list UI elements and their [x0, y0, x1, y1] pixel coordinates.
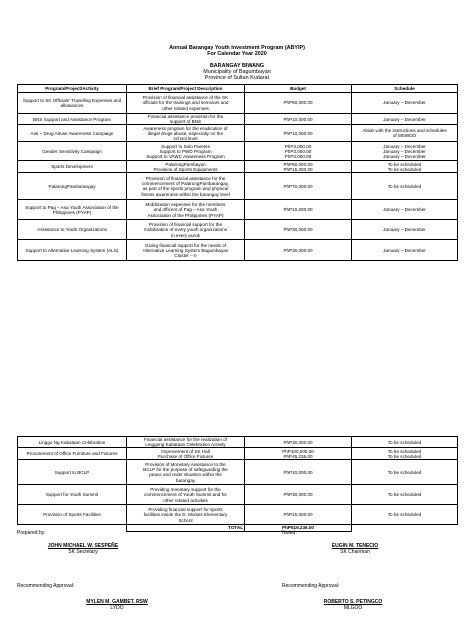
description-cell: [127, 220, 245, 240]
description-cell-line: Linggong Kabataan Celebration Activity: [145, 442, 226, 448]
recommending-approval-name-2: ROBERTO S. PETINGCO: [323, 599, 383, 605]
description-cell-line: School: [178, 517, 193, 523]
schedule-cell: [352, 448, 458, 460]
schedule-cell-line: January – December: [383, 247, 426, 253]
budget-cell-line: PhP100,000.00: [282, 448, 314, 454]
recommending-approval-label-1: Recommending Approval:: [17, 583, 75, 589]
schedule-cell-line: To be scheduled: [387, 161, 422, 167]
schedule-cell-line: of MSWDO: [392, 133, 417, 139]
recommending-approval-label-2: Recommending Approval:: [282, 583, 340, 589]
description-cell-line: Providing monetary support for the: [150, 487, 221, 493]
schedule-cell: [352, 437, 458, 448]
description-cell: [127, 240, 245, 261]
schedule-cell-line: Abide with the instructions and schedules: [362, 128, 447, 134]
schedule-cell-line: To be scheduled: [387, 453, 422, 459]
recommending-approval-title-2: MLGOO: [343, 605, 363, 611]
description-cell-line: school level: [173, 136, 198, 141]
description-cell-line: Improvement of SK Hall: [161, 448, 210, 454]
description-cell: [127, 460, 245, 485]
noted-block: [300, 543, 410, 555]
program-cell: BNS Support and Assistance Program: [18, 114, 127, 125]
program-cell: PalarongPambarangay: [18, 173, 127, 200]
budget-cell: [245, 220, 352, 240]
description-cell-line: other related expenses: [162, 105, 209, 111]
total-amount: PhP519,236.00: [245, 525, 352, 531]
schedule-cell-line: January – December: [383, 100, 426, 106]
noted-title: SK Chairman: [340, 549, 370, 555]
program-cell: Support for Youth Summit: [18, 485, 127, 505]
table-row: [18, 437, 458, 448]
schedule-cell: [352, 125, 458, 142]
description-cell-line: Association of the Philippines (PYAP): [147, 212, 224, 218]
column-header: Schedule: [352, 85, 458, 93]
budget-cell-line: PhP30,000.00: [283, 439, 313, 445]
description-cell: [127, 437, 245, 448]
budget-cell-line: PhP60,000.00: [283, 100, 313, 106]
budget-cell-line: PhP10,000.00: [283, 469, 313, 475]
table-row: [18, 240, 458, 261]
description-cell-line: Awareness program for the eradication of: [143, 125, 228, 131]
program-cell: Provision of Sports Facilities: [18, 505, 127, 525]
description-cell: [127, 505, 245, 525]
schedule-cell: [352, 460, 458, 485]
schedule-cell: [352, 142, 458, 161]
description-cell-line: Provision of financial assistance for the: [145, 176, 226, 181]
description-cell-line: commencement of PalarongPambarangay,: [142, 181, 229, 187]
budget-cell-line: PhP30,000.00: [283, 492, 313, 498]
description-cell-line: BCLP for the purpose of safeguarding the: [143, 467, 228, 473]
budget-cell: [245, 142, 352, 161]
budget-cell: [245, 437, 352, 448]
description-cell: [127, 485, 245, 505]
description-cell-line: PalarongPambayan: [165, 161, 206, 167]
schedule-cell-line: January – December: [383, 154, 426, 159]
table-row: [18, 485, 458, 505]
schedule-cell: [352, 161, 458, 173]
description-cell-line: Provision of Sports Equipments: [153, 166, 218, 172]
recommending-approval-name-1: MYLEN M. GAMBET, RSW: [86, 599, 148, 605]
budget-cell: [245, 240, 352, 261]
schedule-cell: [352, 505, 458, 525]
column-header: Brief Program/Project Description: [127, 85, 245, 93]
table-header-row: [18, 85, 458, 93]
table-row: [18, 173, 458, 200]
budget-cell: [245, 448, 352, 460]
description-cell-line: Cluster – II: [174, 253, 197, 258]
description-cell-line: Purchase of Office Fixtures: [157, 453, 214, 459]
budget-cell-line: PhP50,000.00: [283, 161, 313, 167]
program-table-2: [17, 436, 458, 532]
table-row: [18, 93, 458, 114]
table-row: [18, 448, 458, 460]
program-cell: Procurement of Office Furniture and Fixtures: [18, 448, 127, 460]
budget-cell: [245, 161, 352, 173]
description-cell-line: mobilization of every youth organizations: [144, 227, 227, 233]
description-cell: [127, 142, 245, 161]
prepared-by-title: SK Secretary: [68, 549, 98, 555]
prepared-by-label: Prepared by:: [17, 530, 46, 536]
program-cell: Support to SK Officials' Travelling Expenses and allowances: [18, 93, 127, 114]
budget-cell-line: PhP30,000.00: [283, 227, 313, 233]
budget-cell-line: PhP3,000.00: [284, 154, 312, 159]
description-cell-line: Giving financial support for the needs of: [145, 242, 226, 248]
document-subtitle: For Calendar Year 2020: [207, 51, 267, 57]
column-header: Budget: [245, 85, 352, 93]
description-cell: [127, 93, 245, 114]
schedule-cell: [352, 240, 458, 261]
description-cell-line: other related activities: [163, 497, 208, 503]
budget-cell: [245, 173, 352, 200]
budget-cell-line: PhP10,000.00: [283, 130, 313, 136]
schedule-cell-line: To be scheduled: [387, 512, 422, 518]
description-cell: [127, 125, 245, 142]
description-cell-line: Alternative Learning System Bagumbayan: [142, 247, 229, 253]
schedule-cell: [352, 93, 458, 114]
description-cell: [127, 173, 245, 200]
budget-cell-line: PhP45,236.00: [283, 453, 313, 459]
total-row: [18, 525, 458, 531]
description-cell-line: Financial assistance provision for the: [147, 114, 224, 119]
table-row: [18, 460, 458, 485]
description-cell: [127, 448, 245, 460]
schedule-cell: [352, 220, 458, 240]
program-cell: Linggo Ng Kabataan Celebration: [18, 437, 127, 448]
budget-cell-line: PhP30,000.00: [283, 247, 313, 253]
schedule-cell-line: January – December: [383, 207, 426, 213]
description-cell-line: fitness awareness within the barangay level: [141, 191, 230, 197]
program-cell: Sports Development: [18, 161, 127, 173]
province-name: Province of Sultan Kudarat: [204, 75, 270, 81]
program-cell: Gender Sensitivity Campaign: [18, 142, 127, 161]
description-cell-line: commencement of Youth Summit and for: [144, 492, 227, 498]
description-cell: [127, 200, 245, 220]
budget-cell-line: PhP3,000.00: [284, 143, 312, 149]
document-title: Annual Barangay Youth Investment Program (ABYIP): [169, 45, 305, 51]
prepared-by-name: JOHN MICHAEL W. SESPEÑE: [47, 543, 119, 549]
budget-cell-line: PhP10,000.00: [283, 207, 313, 213]
budget-cell: [245, 200, 352, 220]
schedule-cell-line: To be scheduled: [387, 492, 422, 498]
description-cell-line: Support to Solo Parents: [161, 143, 210, 149]
budget-cell-line: PhP15,000.00: [283, 512, 313, 518]
description-cell-line: peace and order situation within the: [149, 472, 222, 478]
total-label: TOTAL: [127, 525, 245, 531]
noted-label: Noted:: [282, 530, 297, 536]
program-cell: Support to Pag – Asa Youth Association of the Philippines (PYAP): [18, 200, 127, 220]
schedule-cell-line: To be scheduled: [387, 439, 422, 445]
description-cell-line: and officers of Pag – Asa Youth: [153, 207, 218, 213]
program-cell: Support to BCLP: [18, 460, 127, 485]
schedule-cell: [352, 114, 458, 125]
description-cell-line: as part of the sports program and physical: [142, 186, 229, 192]
recommending-approval-block-2: [298, 599, 408, 611]
barangay-name: BARANGAY BIWANG: [209, 63, 265, 69]
budget-cell: [245, 505, 352, 525]
description-cell-line: officials for the trainings and seminars and: [142, 100, 229, 106]
schedule-cell-line: To be scheduled: [387, 166, 422, 172]
table-row: [18, 200, 458, 220]
description-cell-line: illegal drugs abuse, especially on the: [147, 130, 224, 136]
budget-cell-line: PhP10,000.00: [283, 116, 313, 122]
schedule-cell: [352, 485, 458, 505]
prepared-by-block: [28, 543, 138, 555]
schedule-cell-line: To be scheduled: [387, 469, 422, 475]
table-row: [18, 114, 458, 125]
schedule-cell-line: January – December: [383, 116, 426, 122]
recommending-approval-block-1: [62, 599, 172, 611]
description-cell: [127, 114, 245, 125]
description-cell-line: Provision of Monetary Assistance to the: [145, 462, 226, 467]
description-cell-line: Provision of financial assistance of the SK: [142, 95, 229, 101]
program-cell: Support to Alternative Learning System (ALS): [18, 240, 127, 261]
description-cell-line: Mobilization expenses for the members: [145, 202, 226, 208]
table-row: [18, 125, 458, 142]
table-row: [18, 142, 458, 161]
description-cell-line: Financial assistance for the realization of: [144, 437, 227, 442]
table-row: [18, 161, 458, 173]
schedule-cell-line: January – December: [383, 143, 426, 149]
description-cell-line: support of BNS: [169, 119, 202, 125]
schedule-cell-line: To be scheduled: [387, 183, 422, 189]
budget-cell: [245, 460, 352, 485]
budget-cell-line: PhP70,000.00: [283, 183, 313, 189]
program-cell: Assistance to Youth Organizations: [18, 220, 127, 240]
schedule-cell-line: To be scheduled: [387, 448, 422, 454]
budget-cell: [245, 93, 352, 114]
table-row: [18, 505, 458, 525]
program-cell: Anti – Drug Abuse Awareness Campaign: [18, 125, 127, 142]
municipality-name: Municipality of Bagumbayan: [203, 69, 271, 75]
description-cell-line: Support to VAWC Awareness Program: [146, 154, 225, 159]
description-cell-line: facilities inside the D. Moises Elementary: [143, 512, 228, 518]
budget-cell: [245, 114, 352, 125]
budget-cell-line: PhP3,000.00: [284, 148, 312, 154]
description-cell-line: Providing financial support for sports: [148, 507, 223, 513]
schedule-cell-line: January – December: [383, 227, 426, 233]
description-cell-line: Support to PWD Program: [159, 148, 212, 154]
noted-name: EUGIN M. TENECIO: [331, 543, 379, 549]
budget-cell-line: PhP15,000.00: [283, 166, 313, 172]
program-table-1: [17, 84, 458, 261]
budget-cell: [245, 485, 352, 505]
description-cell-line: barangay: [175, 477, 196, 483]
schedule-cell: [352, 173, 458, 200]
schedule-cell-line: January – December: [383, 148, 426, 154]
schedule-cell: [352, 200, 458, 220]
budget-cell: [245, 125, 352, 142]
description-cell-line: Provision of financial support for the: [148, 222, 223, 228]
description-cell-line: in every purok: [171, 232, 200, 238]
table-row: [18, 220, 458, 240]
column-header: Program/Project/Activity: [18, 85, 127, 93]
description-cell: [127, 161, 245, 173]
recommending-approval-title-1: LYDO: [110, 605, 124, 611]
